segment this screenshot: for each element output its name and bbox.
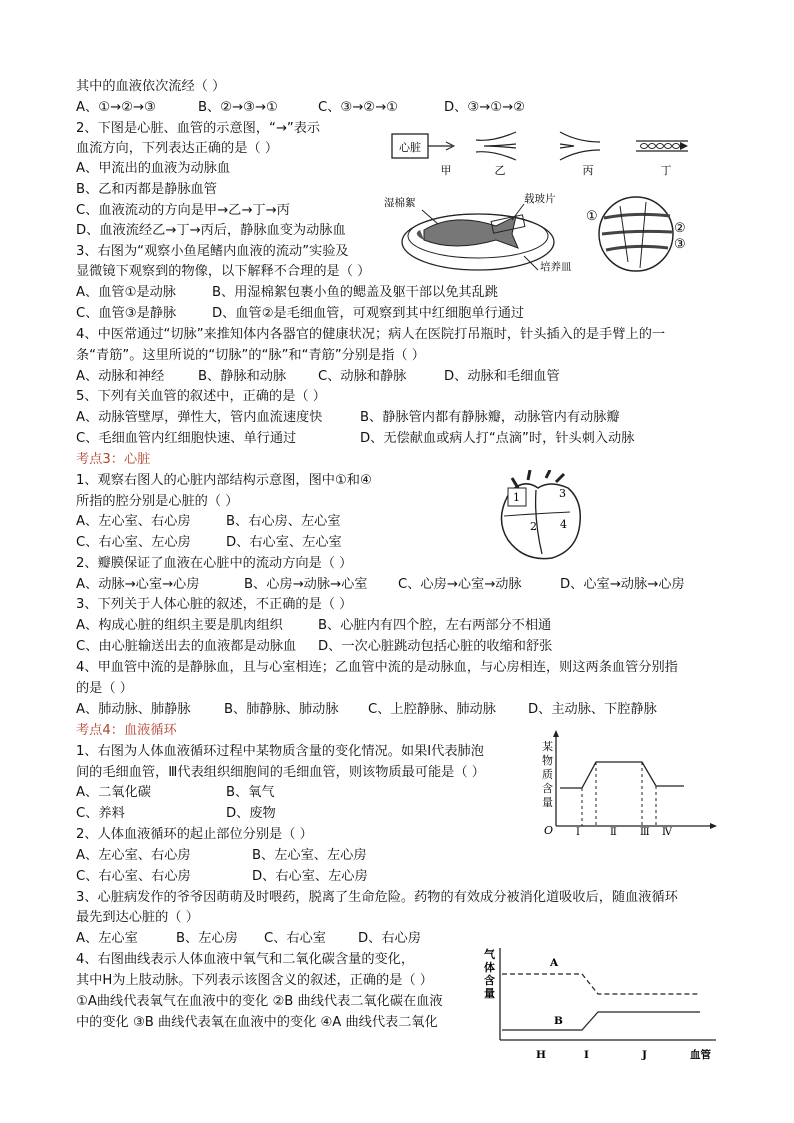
text-line: 4、甲血管中流的是静脉血，且与心室相连；乙血管中流的是动脉血，与心房相连，则这两条血管分别指 <box>76 660 678 675</box>
option-item: A、动脉和神经 <box>76 369 165 384</box>
option-item: B、心脏内有四个腔，左右两部分不相通 <box>318 618 552 633</box>
text-line: 3、心脏病发作的爷爷因萌萌及时喂药，脱离了生命危险。药物的有效成分被消化道吸收后，随血液循环 <box>76 890 678 905</box>
text-line: ①A曲线代表氧气在血液中的变化 ②B 曲线代表二氧化碳在血液 <box>76 994 443 1009</box>
option-item: D、右心房 <box>358 931 421 946</box>
text-line: C、血液流动的方向是甲→乙→丁→丙 <box>76 203 290 218</box>
option-item: C、右心室、左心房 <box>76 535 191 550</box>
text-line: 中的变化 ③B 曲线代表氧在血液中的变化 ④A 曲线代表二氧化 <box>76 1015 438 1030</box>
text-line: 血流方向，下列表达正确的是（ ） <box>76 141 279 156</box>
series-b-label: B <box>554 1015 563 1027</box>
option-item: A、肺动脉、肺静脉 <box>76 702 191 717</box>
option-item: A、①→②→③ <box>76 100 156 115</box>
chart2-tick-h: H <box>536 1049 546 1061</box>
option-item: D、主动脉、下腔静脉 <box>528 702 657 717</box>
text-line: 最先到达心脏的（ ） <box>76 910 199 925</box>
chart2-ylabel-2: 含 <box>484 974 495 987</box>
heart-label-1: 1 <box>513 491 520 504</box>
text-line: 3、下列关于人体心脏的叙述，不正确的是（ ） <box>76 597 353 612</box>
option-item: A、二氧化碳 <box>76 785 151 800</box>
option-item: B、心房→动脉→心室 <box>244 577 368 592</box>
text-line: 1、右图为人体血液循环过程中某物质含量的变化情况。如果Ⅰ代表肺泡 <box>76 744 484 759</box>
option-item: C、动脉和静脉 <box>318 369 407 384</box>
text-line: B、乙和丙都是静脉血管 <box>76 182 217 197</box>
chart1-ylabel-4: 量 <box>542 796 553 809</box>
option-item: B、右心房、左心室 <box>226 514 341 529</box>
option-item: B、静脉和动脉 <box>198 369 287 384</box>
vessel-label-ding: 丁 <box>660 164 672 177</box>
text-line: 其中H为上肢动脉。下列表示该图含义的叙述，正确的是（ ） <box>76 973 433 988</box>
option-item: A、左心室、右心房 <box>76 514 191 529</box>
text-line: 2、人体血液循环的起止部位分别是（ ） <box>76 827 313 842</box>
text-line: 考点4：血液循环 <box>76 723 177 738</box>
option-item: B、用湿棉絮包裹小鱼的鳃盖及躯干部以免其乱跳 <box>212 285 498 300</box>
text-line: 2、下图是心脏、血管的示意图，“→”表示 <box>76 121 321 136</box>
text-line: 的是（ ） <box>76 681 133 696</box>
vessel-label-yi: 乙 <box>494 164 506 177</box>
option-item: B、左心房 <box>176 931 238 946</box>
option-item: D、心室→动脉→心房 <box>560 577 685 592</box>
text-line: D、血液流经乙→丁→丙后，静脉血变为动脉血 <box>76 223 346 238</box>
option-item: B、肺静脉、肺动脉 <box>224 702 339 717</box>
option-item: A、左心室、右心房 <box>76 848 191 863</box>
heart-label-3: 3 <box>559 487 566 500</box>
option-item: D、血管②是毛细血管，可观察到其中红细胞单行通过 <box>212 306 525 321</box>
chart2-tick-i: I <box>584 1049 589 1061</box>
chart1-ylabel-2: 质 <box>542 768 553 781</box>
text-line: 4、右图曲线表示人体血液中氧气和二氧化碳含量的变化， <box>76 952 415 967</box>
series-a-label: A <box>550 957 559 969</box>
option-item: B、氧气 <box>226 785 275 800</box>
text-line: 所指的腔分别是心脏的（ ） <box>76 494 239 509</box>
text-line: 显微镜下观察到的物像，以下解释不合理的是（ ） <box>76 264 371 279</box>
option-item: C、③→②→① <box>318 100 398 115</box>
text-line: 其中的血液依次流经（ ） <box>76 79 226 94</box>
substance-chart <box>538 728 718 836</box>
chart1-tick-2: Ⅱ <box>610 827 617 836</box>
chart1-ylabel-3: 含 <box>542 782 553 795</box>
option-item: B、静脉管内都有静脉瓣，动脉管内有动脉瓣 <box>360 410 620 425</box>
chart1-tick-1: Ⅰ <box>576 827 580 836</box>
text-line: 2、瓣膜保证了血液在心脏中的流动方向是（ ） <box>76 556 353 571</box>
micro-label-1: ① <box>586 209 598 224</box>
text-line: 条“青筋”。这里所说的“切脉”的“脉”和“青筋”分别是指（ ） <box>76 348 425 363</box>
text-line: 3、右图为“观察小鱼尾鳍内血液的流动”实验及 <box>76 244 349 259</box>
option-item: A、动脉→心室→心房 <box>76 577 200 592</box>
chart1-ylabel-0: 某 <box>542 740 553 753</box>
chart1-tick-4: Ⅳ <box>662 827 672 836</box>
text-line: 间的毛细血管，Ⅲ代表组织细胞间的毛细血管，则该物质最可能是（ ） <box>76 765 485 780</box>
vessel-label-bing: 丙 <box>582 164 594 177</box>
text-line: A、甲流出的血液为动脉血 <box>76 161 231 176</box>
option-item: C、由心脏输送出去的血液都是动脉血 <box>76 639 297 654</box>
option-item: D、右心室、左心室 <box>226 535 342 550</box>
option-item: A、血管①是动脉 <box>76 285 176 300</box>
vessels-figure <box>388 124 704 180</box>
micro-label-2: ② <box>674 221 686 236</box>
gas-content-chart <box>480 944 720 1068</box>
dish-label: 培养皿 <box>540 261 572 273</box>
option-item: C、心房→心室→动脉 <box>398 577 522 592</box>
micro-label-3: ③ <box>674 237 686 252</box>
option-item: D、无偿献血或病人打“点滴”时，针头刺入动脉 <box>360 431 635 446</box>
option-item: B、②→③→① <box>198 100 278 115</box>
slide-label: 载玻片 <box>524 193 556 205</box>
chart2-ylabel-3: 量 <box>484 987 495 1000</box>
option-item: B、左心室、左心房 <box>252 848 367 863</box>
heart-figure <box>490 470 586 566</box>
cotton-label: 湿棉絮 <box>384 197 416 209</box>
option-item: C、血管③是静脉 <box>76 306 177 321</box>
text-line: 5、下列有关血管的叙述中，正确的是（ ） <box>76 389 326 404</box>
text-line: 4、中医常通过“切脉”来推知体内各器官的健康状况；病人在医院打吊瓶时，针头插入的是手臂上的一 <box>76 327 666 342</box>
text-line: 考点3：心脏 <box>76 452 151 467</box>
option-item: D、一次心脏跳动包括心脏的收缩和舒张 <box>318 639 553 654</box>
option-item: C、养料 <box>76 806 125 821</box>
option-item: C、上腔静脉、肺动脉 <box>368 702 496 717</box>
option-item: C、毛细血管内红细胞快速、单行通过 <box>76 431 297 446</box>
chart2-tick-j: J <box>642 1049 647 1061</box>
chart2-ylabel-1: 体 <box>484 961 495 974</box>
vessel-label-jia: 甲 <box>440 164 452 177</box>
option-item: C、右心室、右心房 <box>76 869 191 884</box>
chart2-xlabel: 血管 <box>690 1049 711 1061</box>
heart-label-2: 2 <box>530 520 537 533</box>
heart-box-label: 心脏 <box>399 141 421 154</box>
heart-label-4: 4 <box>560 518 567 531</box>
chart1-origin: O <box>544 824 554 836</box>
option-item: A、构成心脏的组织主要是肌肉组织 <box>76 618 283 633</box>
option-item: C、右心室 <box>264 931 326 946</box>
option-item: D、③→①→② <box>444 100 525 115</box>
chart1-tick-3: Ⅲ <box>640 827 650 836</box>
option-item: A、动脉管壁厚，弹性大，管内血流速度快 <box>76 410 323 425</box>
fish-experiment-figure <box>384 186 700 274</box>
chart2-ylabel-0: 气 <box>484 948 495 961</box>
option-item: D、动脉和毛细血管 <box>444 369 560 384</box>
option-item: D、废物 <box>226 806 276 821</box>
option-item: A、左心室 <box>76 931 138 946</box>
option-item: D、右心室、左心房 <box>252 869 368 884</box>
text-line: 1、观察右图人的心脏内部结构示意图，图中①和④ <box>76 473 372 488</box>
chart1-ylabel-1: 物 <box>542 754 553 767</box>
